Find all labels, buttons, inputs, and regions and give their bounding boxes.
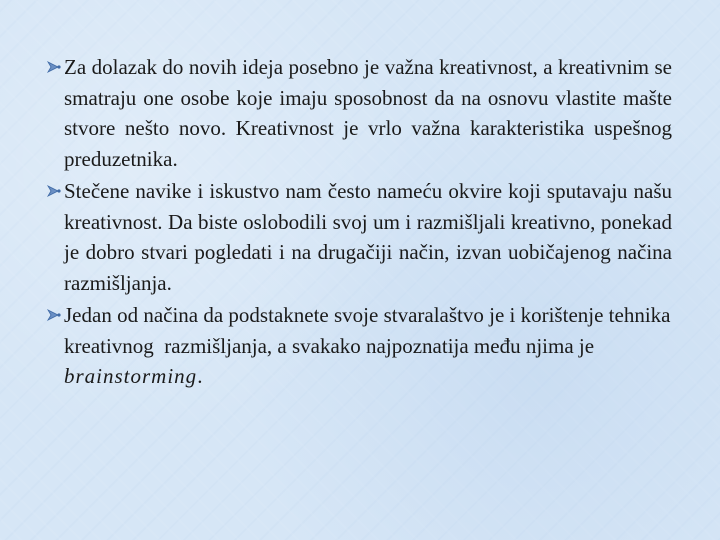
emphasis-term: brainstorming xyxy=(64,364,198,388)
bullet-item-2 xyxy=(46,176,672,298)
bullet-text: Za dolazak do novih ideja posebno je važna kreativnost, a kreativnim se smatraju one osobe koje imaju sposobnost da na osnovu vlastite mašte stvore nešto novo. Kreativnost je vrlo važna karakteristika uspešnog preduzetnika. xyxy=(64,55,672,171)
bullet-text: Jedan od načina da podstaknete svoje stvaralaštvo je i korištenje tehnika kreativnog razmišljanja, a svakako najpoznatija među njima je xyxy=(64,303,676,358)
bullet-arrow-icon xyxy=(46,183,62,199)
bullet-item-3 xyxy=(46,300,676,392)
bullet-arrow-icon xyxy=(46,59,62,75)
bullet-item-1 xyxy=(46,52,672,174)
bullet-arrow-icon xyxy=(46,307,62,323)
bullet-text: Stečene navike i iskustvo nam često nameću okvire koji sputavaju našu kreativnost. Da biste oslobodili svoj um i razmišljali kreativno, ponekad je dobro stvari pogledati i na drugačiji način, izvan uobičajenog načina razmišljanja. xyxy=(64,179,672,295)
slide-body xyxy=(46,52,676,394)
bullet-text-end: . xyxy=(197,364,203,388)
